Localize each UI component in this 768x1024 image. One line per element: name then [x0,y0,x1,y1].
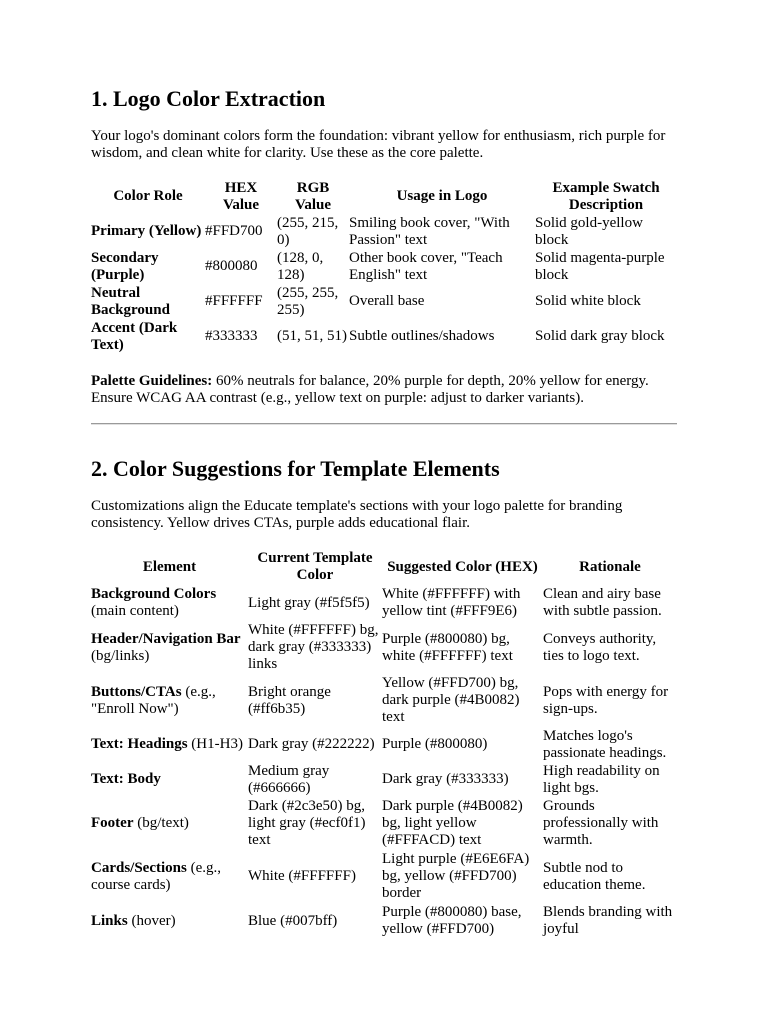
current-color: White (#FFFFFF) bg, dark gray (#333333) links [248,622,379,672]
logo-color-table [91,179,677,354]
element-name: Footer [91,815,134,831]
current-color: Blue (#007bff) [248,912,338,929]
suggested-color: Dark gray (#333333) [382,771,509,787]
rationale: Clean and airy base with subtle passion. [543,586,662,619]
usage-text: Overall base [349,293,425,309]
template-color-table [91,549,677,939]
palette-guidelines-label: Palette Guidelines: [91,373,213,389]
color-role: Secondary (Purple) [91,249,159,283]
current-color: Medium gray (#666666) [248,762,330,796]
rgb-value: (255, 255, 255) [277,284,339,318]
table-row [91,797,677,850]
section2-intro: Customizations align the Educate template's sections with your logo palette for branding consistency. Yellow drives CTAs, purple adds educational flair. [91,498,623,531]
current-color: Light gray (#f5f5f5) [248,594,370,611]
table-row [91,319,677,354]
col-header-swatch: Example Swatch Description [552,179,660,213]
section2-title: 2. Color Suggestions for Template Elements [91,456,500,481]
section1-title: 1. Logo Color Extraction [91,86,326,111]
col-header-suggested: Suggested Color (HEX) [387,558,538,575]
element-name: Text: Body [91,771,161,787]
element-note: (hover) [127,912,176,929]
rationale: Grounds professionally with warmth. [543,798,659,848]
element-name: Links [91,912,128,929]
element-note: (e.g., "Enroll Now") [91,683,216,717]
element-note: (bg/links) [91,647,150,664]
hex-value: #FFFFFF [205,293,263,309]
col-header-rgb: RGB Value [294,179,332,213]
suggested-color: Yellow (#FFD700) bg, dark purple (#4B0082) text [382,675,520,725]
table-row [91,284,677,319]
table-row [91,903,677,939]
rationale: High readability on light bgs. [543,762,660,796]
element-name: Buttons/CTAs [91,683,182,700]
swatch-description: Solid dark gray block [535,328,665,344]
rgb-value: (128, 0, 128) [277,249,324,283]
table-row [91,850,677,903]
suggested-color: Purple (#800080) bg, white (#FFFFFF) text [382,630,513,664]
swatch-description: Solid gold-yellow block [535,214,643,248]
element-name: Cards/Sections [91,859,187,876]
suggested-color: Dark purple (#4B0082) bg, light yellow (#FFFACD) text [382,798,523,848]
color-role: Accent (Dark Text) [91,319,178,353]
table-row [91,585,677,621]
table-row [91,762,677,797]
suggested-color: White (#FFFFFF) with yellow tint (#FFF9E6) [382,586,521,619]
col-header-hex: HEX Value [222,179,260,213]
col-header-current: Current Template Color [257,550,373,583]
suggested-color: Purple (#800080) [382,736,488,752]
col-header-color-role: Color Role [113,188,183,204]
element-note: (main content) [91,603,179,619]
table-row [91,214,677,249]
rationale: Conveys authority, ties to logo text. [543,630,657,664]
usage-text: Subtle outlines/shadows [349,328,495,344]
rationale: Subtle nod to education theme. [543,859,646,893]
swatch-description: Solid white block [535,293,641,309]
color-role: Primary (Yellow) [91,223,202,239]
suggested-color: Light purple (#E6E6FA) bg, yellow (#FFD700) border [382,851,530,901]
rationale: Matches logo's passionate headings. [543,727,667,761]
col-header-element: Element [142,558,197,575]
element-name: Header/Navigation Bar [91,630,241,647]
table-row [91,727,677,762]
usage-text: Smiling book cover, "With Passion" text [349,214,510,248]
element-note: (e.g., course cards) [91,859,221,893]
table-row [91,249,677,284]
current-color: Dark (#2c3e50) bg, light gray (#ecf0f1) text [248,798,366,848]
element-note: (bg/text) [133,815,189,831]
hex-value: #800080 [205,258,258,274]
hex-value: #FFD700 [205,223,263,239]
rationale: Blends branding with joyful [543,904,673,937]
section-divider [91,423,677,425]
rationale: Pops with energy for sign-ups. [543,683,669,717]
current-color: Dark gray (#222222) [248,736,375,752]
current-color: Bright orange (#ff6b35) [248,683,331,717]
palette-guidelines-text: 60% neutrals for balance, 20% purple for depth, 20% yellow for energy. Ensure WCAG AA contrast (e.g., yellow text on purple: adjust to darker variants). [91,373,649,406]
rgb-value: (255, 215, 0) [277,214,339,248]
palette-guidelines [91,373,677,407]
col-header-rationale: Rationale [579,558,641,575]
table-row [91,674,677,727]
suggested-color: Purple (#800080) base, yellow (#FFD700) [382,904,522,937]
element-note: (H1-H3) [187,736,243,752]
table-row [91,621,677,674]
swatch-description: Solid magenta-purple block [535,249,665,283]
hex-value: #333333 [205,328,258,344]
section1-intro: Your logo's dominant colors form the foundation: vibrant yellow for enthusiasm, rich purple for wisdom, and clean white for clarity. Use these as the core palette. [91,128,666,161]
element-name: Text: Headings [91,736,188,752]
usage-text: Other book cover, "Teach English" text [349,249,503,283]
rgb-value: (51, 51, 51) [277,328,347,344]
element-name: Background Colors [91,586,217,602]
current-color: White (#FFFFFF) [248,868,356,884]
col-header-usage: Usage in Logo [396,188,488,204]
color-role: Neutral Background [91,284,170,318]
